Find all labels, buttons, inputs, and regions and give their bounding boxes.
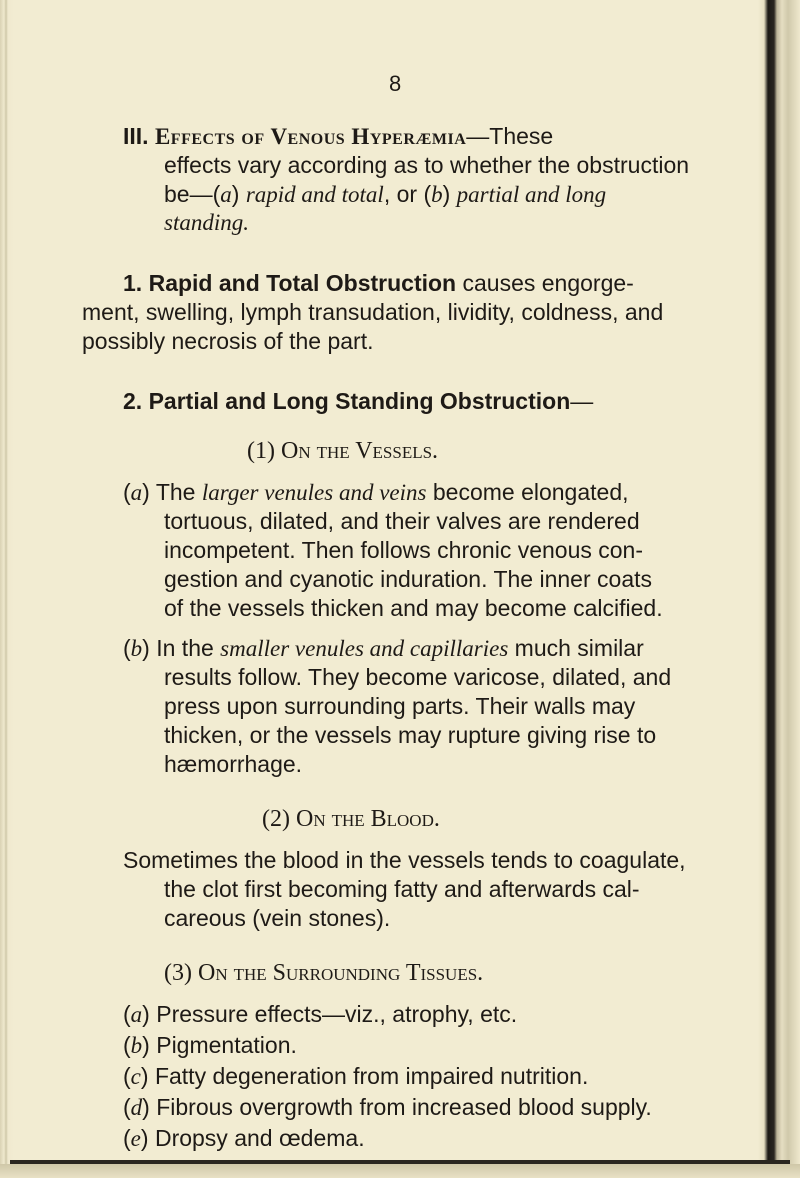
phrase-rapid-total: rapid and total xyxy=(245,182,384,207)
item-2-title: Partial and Long Standing Obstruction xyxy=(148,388,571,414)
sub-1-heading: (1) On the Vessels. xyxy=(247,438,439,464)
page-number: 8 xyxy=(389,71,402,96)
sub-1-a-line-4: gestion and cyanotic induration. The inner coats xyxy=(164,566,652,592)
section-iii-title: Effects of Venous Hyperæmia xyxy=(154,124,467,149)
section-iii-line-2: effects vary according as to whether the obstruction xyxy=(164,152,690,178)
section-iii-numeral: III. xyxy=(123,123,149,149)
sub-1-a-line-3: incompetent. Then follows chronic venous con- xyxy=(164,537,644,563)
sub-3-item-c: (c) Fatty degeneration from impaired nutrition. xyxy=(123,1063,589,1089)
sub-3-item-e: (e) Dropsy and œdema. xyxy=(123,1125,365,1151)
sub-3-heading: (3) On the Surrounding Tissues. xyxy=(164,960,484,986)
sub-1-b-line-3: press upon surrounding parts. Their walls may xyxy=(164,693,636,719)
item-2-heading: 2. Partial and Long Standing Obstruction— xyxy=(123,388,594,414)
sub-1-b-line-4: thicken, or the vessels may rupture giving rise to xyxy=(164,722,657,748)
section-iii-line-4: standing. xyxy=(164,210,249,235)
page-left-edge xyxy=(0,0,14,1178)
sub-1-b-line-2: results follow. They become varicose, dilated, and xyxy=(164,664,672,690)
item-1-line-1: 1. Rapid and Total Obstruction causes engorge- xyxy=(123,270,634,296)
section-iii-heading xyxy=(123,122,553,151)
page-binding-edge xyxy=(758,0,800,1178)
sub-2-heading: (2) On the Blood. xyxy=(262,806,440,832)
sub-3-item-b: (b) Pigmentation. xyxy=(123,1032,297,1058)
section-iii-line-3: be—(a) rapid and total, or (b) partial and long xyxy=(164,181,607,207)
sub-1-a-line-5: of the vessels thicken and may become calcified. xyxy=(164,595,663,621)
sub-3-item-a: (a) Pressure effects—viz., atrophy, etc. xyxy=(123,1001,518,1027)
sub-1-a-line-1: (a) The larger venules and veins become elongated, xyxy=(123,479,629,505)
item-1-line-3: possibly necrosis of the part. xyxy=(82,328,374,354)
section-iii-intro: —These xyxy=(466,123,554,149)
sub-1-b-line-5: hæmorrhage. xyxy=(164,751,303,777)
item-1-title: Rapid and Total Obstruction xyxy=(148,270,457,296)
phrase-partial-long: partial and long xyxy=(456,182,607,207)
sub-1-b-line-1: (b) In the smaller venules and capillaries much similar xyxy=(123,635,644,661)
item-1-line-2: ment, swelling, lymph transudation, lividity, coldness, and xyxy=(82,299,664,325)
larger-venules-phrase: larger venules and veins xyxy=(201,480,427,505)
bottom-shade xyxy=(0,1164,800,1178)
letter-a: a xyxy=(220,182,232,207)
sub-3-item-d: (d) Fibrous overgrowth from increased blood supply. xyxy=(123,1094,652,1120)
smaller-venules-phrase: smaller venules and capillaries xyxy=(220,636,509,661)
sub-1-a-line-2: tortuous, dilated, and their valves are rendered xyxy=(164,508,640,534)
sub-2-line-2: the clot first becoming fatty and afterwards cal- xyxy=(164,876,640,902)
sub-2-line-3: careous (vein stones). xyxy=(164,905,391,931)
sub-2-line-1: Sometimes the blood in the vessels tends to coagulate, xyxy=(123,847,686,873)
letter-b: b xyxy=(431,182,443,207)
